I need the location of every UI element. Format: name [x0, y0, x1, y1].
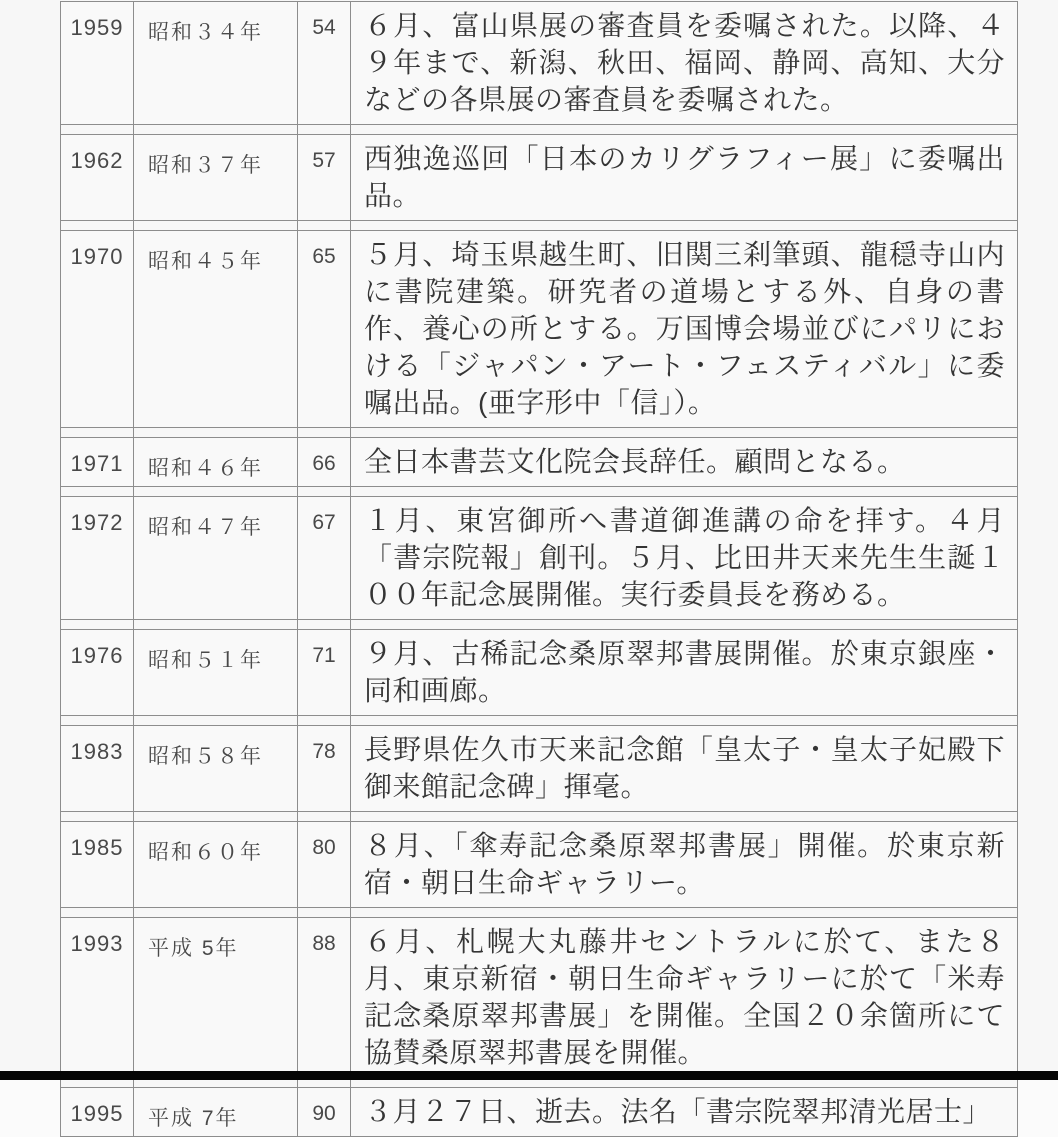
- age-cell: 67: [297, 497, 350, 619]
- era-cell: 昭和３７年: [133, 135, 297, 220]
- row-gap: [60, 487, 1018, 496]
- bottom-bar: [0, 1071, 1058, 1080]
- events-cell: ６月、富山県展の審査員を委嘱された。以降、４９年まで、新潟、秋田、福岡、静岡、高知、大分などの各県展の審査員を委嘱された。: [350, 2, 1017, 124]
- year-cell: 1995: [70, 1101, 124, 1126]
- age-cell: 90: [297, 1088, 350, 1136]
- table-row: [60, 629, 1018, 716]
- events-cell: ８月、「傘寿記念桑原翠邦書展」開催。於東京新宿・朝日生命ギャラリー。: [350, 822, 1017, 907]
- table-row: [60, 134, 1018, 221]
- events-cell: 全日本書芸文化院会長辞任。顧問となる。: [350, 438, 1017, 486]
- events-cell: ３月２７日、逝去。法名「書宗院翠邦清光居士」: [350, 1088, 1017, 1136]
- year-cell: 1985: [70, 835, 124, 860]
- age-cell: 54: [297, 2, 350, 124]
- age-cell: 71: [297, 630, 350, 715]
- table-row: [60, 1, 1018, 125]
- row-gap: [60, 620, 1018, 629]
- row-gap: [60, 221, 1018, 230]
- era-cell: 平成 5年: [133, 918, 297, 1077]
- year-cell: 1970: [70, 244, 124, 269]
- events-cell: ５月、埼玉県越生町、旧関三刹筆頭、龍穏寺山内に書院建築。研究者の道場とする外、自身の書作、養心の所とする。万国博会場並びにパリにおける「ジャパン・アート・フェスティバル」に委嘱出品。(亜字形中「信」）。: [350, 231, 1017, 427]
- year-cell: 1962: [70, 148, 124, 173]
- row-gap: [60, 716, 1018, 725]
- era-cell: 平成 7年: [133, 1088, 297, 1136]
- era-cell: 昭和４５年: [133, 231, 297, 427]
- table-row: [60, 230, 1018, 428]
- events-cell: ９月、古稀記念桑原翠邦書展開催。於東京銀座・同和画廊。: [350, 630, 1017, 715]
- events-cell: 西独逸巡回「日本のカリグラフィー展」に委嘱出品。: [350, 135, 1017, 220]
- year-cell: 1993: [70, 931, 124, 956]
- table-row: [60, 725, 1018, 812]
- era-cell: 昭和４７年: [133, 497, 297, 619]
- year-cell: 1972: [70, 510, 124, 535]
- events-cell: ６月、札幌大丸藤井セントラルに於て、また８月、東京新宿・朝日生命ギャラリーに於て「米寿記念桑原翠邦書展」を開催。全国２０余箇所にて協賛桑原翠邦書展を開催。: [350, 918, 1017, 1077]
- era-cell: 昭和５１年: [133, 630, 297, 715]
- year-cell: 1959: [70, 15, 124, 40]
- row-gap: [60, 428, 1018, 437]
- year-cell: 1976: [70, 643, 124, 668]
- age-cell: 66: [297, 438, 350, 486]
- row-gap: [60, 812, 1018, 821]
- age-cell: 78: [297, 726, 350, 811]
- year-cell: 1983: [70, 739, 124, 764]
- table-row: [60, 821, 1018, 908]
- age-cell: 57: [297, 135, 350, 220]
- row-gap: [60, 125, 1018, 134]
- table-row: [60, 437, 1018, 487]
- year-cell: 1971: [70, 451, 124, 476]
- table-row: [60, 1087, 1018, 1137]
- age-cell: 80: [297, 822, 350, 907]
- era-cell: 昭和５８年: [133, 726, 297, 811]
- row-gap: [60, 908, 1018, 917]
- age-cell: 88: [297, 918, 350, 1077]
- table-row: [60, 917, 1018, 1078]
- events-cell: １月、東宮御所へ書道御進講の命を拝す。４月「書宗院報」創刊。５月、比田井天来先生生誕１００年記念展開催。実行委員長を務める。: [350, 497, 1017, 619]
- events-cell: 長野県佐久市天来記念館「皇太子・皇太子妃殿下御来館記念碑」揮毫。: [350, 726, 1017, 811]
- table-row: [60, 496, 1018, 620]
- era-cell: 昭和６０年: [133, 822, 297, 907]
- chronology-table: [60, 1, 1018, 1137]
- era-cell: 昭和３４年: [133, 2, 297, 124]
- age-cell: 65: [297, 231, 350, 427]
- era-cell: 昭和４６年: [133, 438, 297, 486]
